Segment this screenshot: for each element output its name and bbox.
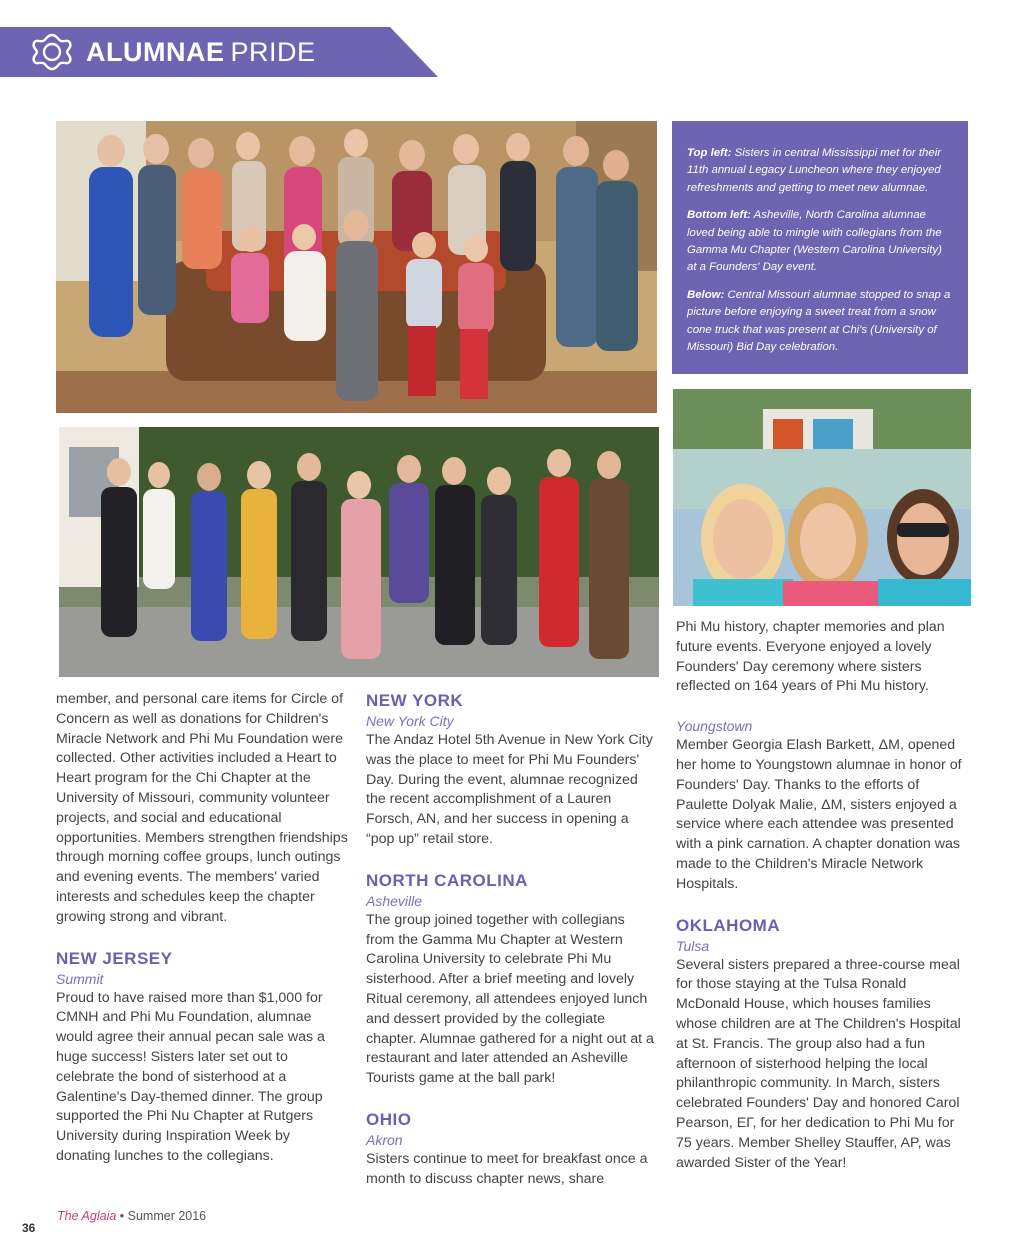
- caption-top-left: [687, 145, 954, 197]
- article-column-2: [366, 690, 656, 1190]
- caption-bottom-left: [687, 207, 954, 277]
- article-column-1: [56, 690, 348, 1167]
- caption-label: Bottom left:: [687, 209, 751, 222]
- article-paragraph: Phi Mu history, chapter memories and plan future events. Everyone enjoyed a lovely Founders' Day ceremony where sisters reflected on 164 years of Phi Mu history.: [676, 619, 945, 695]
- caption-text: Sisters in central Mississippi met for their 11th annual Legacy Luncheon where they enjoyed refreshments and getting to meet new alumnae.: [687, 147, 942, 194]
- state-heading: OHIO: [366, 1109, 412, 1129]
- caption-label: Top left:: [687, 147, 732, 159]
- article-column-3: [676, 618, 970, 1173]
- article-paragraph: Proud to have raised more than $1,000 for CMNH and Phi Mu Foundation, alumnae would agree their annual pecan sale was a huge success! Sisters later set out to celebrate the bond of sisterhood at a Galentine's Day-themed dinner. The group supported the Phi Nu Chapter at Rutgers University during Inspiration Week by donating lunches to the collegians.: [56, 989, 325, 1164]
- caption-text: Central Missouri alumnae stopped to snap a picture before enjoying a sweet treat from a snow cone truck that was present at Chi's (University of Missouri) Bid Day celebration.: [687, 288, 951, 354]
- article-paragraph: Member Georgia Elash Barkett, ΔM, opened her home to Youngstown alumnae in honor of Founders' Day. Thanks to the efforts of Paulette Dolyak Malie, ΔM, sisters enjoyed a service where each attendee was presented with a pink carnation. A chapter donation was made to the Children's Miracle Network Hospitals.: [676, 737, 962, 892]
- city-subheading: New York City: [366, 713, 454, 729]
- city-subheading: Youngstown: [676, 718, 753, 735]
- caption-label: Below:: [687, 288, 725, 301]
- photo-missouri-bid-day: [673, 389, 971, 606]
- footer-separator: •: [116, 1209, 128, 1223]
- flower-badge-icon: [30, 30, 74, 74]
- issue-label: Summer 2016: [127, 1209, 207, 1223]
- state-heading: NORTH CAROLINA: [366, 870, 528, 890]
- city-subheading: Akron: [366, 1131, 403, 1148]
- article-paragraph: Sisters continue to meet for breakfast once a month to discuss chapter news, share: [366, 1150, 648, 1187]
- city-subheading: Tulsa: [676, 937, 710, 954]
- caption-below: [687, 287, 954, 357]
- photo-asheville-founders-day: [59, 427, 659, 677]
- state-heading: OKLAHOMA: [676, 915, 781, 935]
- photo-mississippi-luncheon: [56, 121, 657, 413]
- section-title: [86, 35, 316, 69]
- state-heading: NEW JERSEY: [56, 948, 173, 968]
- section-title-light: PRIDE: [230, 37, 316, 67]
- city-subheading: Asheville: [366, 892, 423, 909]
- photo-caption-box: [672, 121, 968, 374]
- page-number: 36: [22, 1221, 36, 1235]
- section-banner: [0, 27, 440, 77]
- article-paragraph: The group joined together with collegians from the Gamma Mu Chapter at Western Carolina University to celebrate Phi Mu sisterhood. After a brief meeting and lovely Ritual ceremony, all attendees enjoyed lunch and dessert provided by the collegiate chapter. Alumnae gathered for a night out at a restaurant and later attended an Asheville Tourists game at the ball park!: [366, 911, 654, 1087]
- state-heading: NEW YORK: [366, 691, 464, 710]
- article-paragraph: member, and personal care items for Circle of Concern as well as donations for Children's Miracle Network and Phi Mu Foundation were collected. Other activities included a Heart to Heart program for the Chi Chapter at the University of Missouri, community volunteer projects, and social and educational opportunities. Members strengthen friendships through morning coffee groups, lunch outings and evening events. The members' varied interests and schedules keep the chapter growing strong and vibrant.: [56, 691, 348, 925]
- article-paragraph: The Andaz Hotel 5th Avenue in New York City was the place to meet for Phi Mu Founders' Day. During the event, alumnae recognized the recent accomplishment of a Lauren Forsch, AN, and her success in opening a “pop up” retail store.: [366, 732, 653, 847]
- caption-text: Asheville, North Carolina alumnae loved being able to mingle with collegians from the Gamma Mu Chapter (Western Carolina University) at a Founders' Day event.: [687, 209, 942, 274]
- section-title-bold: ALUMNAE: [86, 37, 225, 67]
- publication-name: The Aglaia: [57, 1209, 117, 1223]
- publication-footer: [57, 1209, 206, 1223]
- city-subheading: Summit: [56, 970, 104, 987]
- article-paragraph: Several sisters prepared a three-course meal for those staying at the Tulsa Ronald McDonald House, which houses families whose children are at The Children's Hospital at St. Francis. The group also had a fun afternoon of sisterhood helping the local philanthropic community. In March, sisters celebrated Founders' Day and honored Carol Pearson, EΓ, for her dedication to Phi Mu for 75 years. Member Shelley Stauffer, AP, was awarded Sister of the Year!: [676, 956, 961, 1171]
